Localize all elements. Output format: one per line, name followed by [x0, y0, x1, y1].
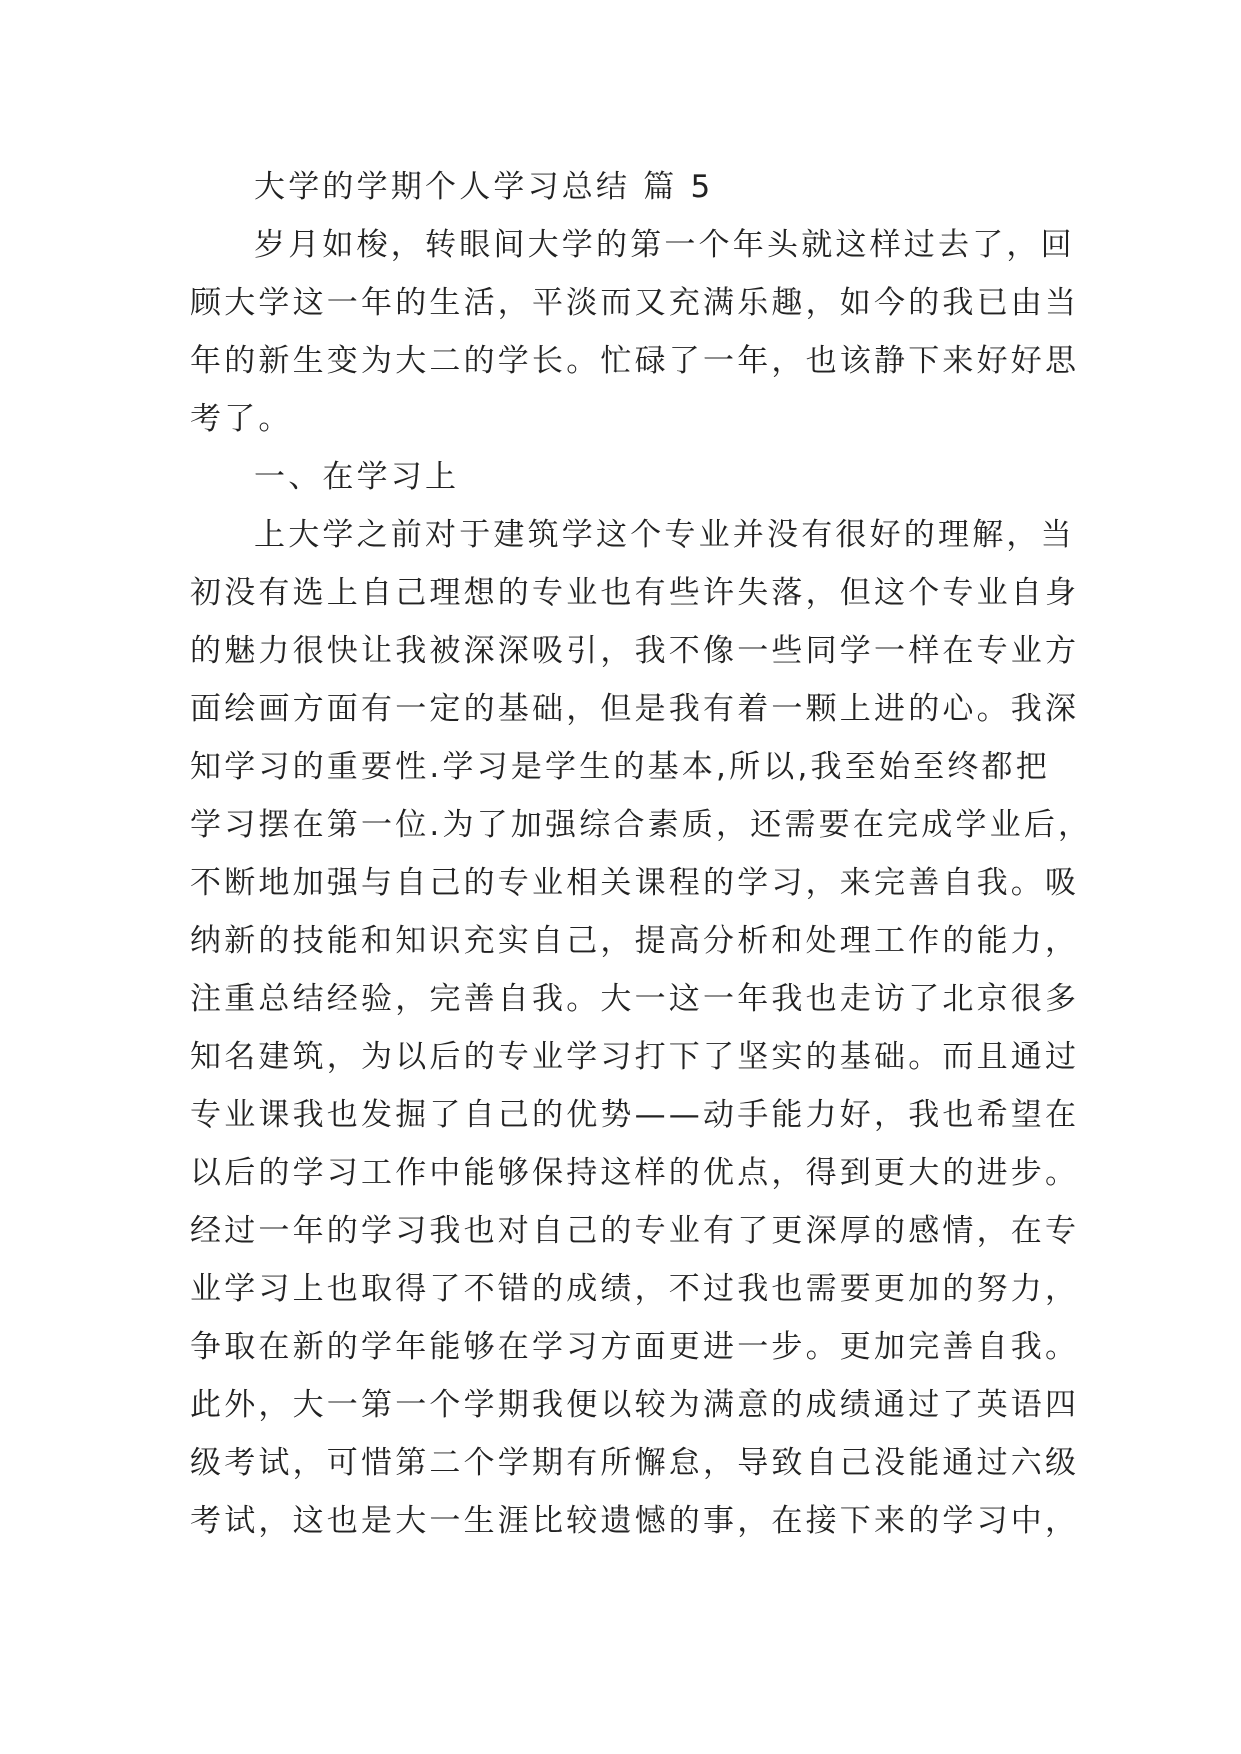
document-body — [190, 158, 1093, 1550]
paragraph-1-line-1: 岁月如梭，转眼间大学的第一个年头就这样过去了，回 — [254, 227, 1075, 263]
paragraph-1-line-2: 顾大学这一年的生活，平淡而又充满乐趣，如今的我已由当 — [190, 285, 1080, 321]
paragraph-2-line-7: 不断地加强与自己的专业相关课程的学习，来完善自我。吸 — [190, 865, 1080, 901]
section-heading: 一、在学习上 — [254, 459, 460, 495]
paragraph-2-line-17: 级考试，可惜第二个学期有所懈怠，导致自己没能通过六级 — [190, 1445, 1080, 1481]
paragraph-2-line-11: 专业课我也发掘了自己的优势——动手能力好，我也希望在 — [190, 1097, 1080, 1133]
paragraph-1-line-3: 年的新生变为大二的学长。忙碌了一年，也该静下来好好思 — [190, 343, 1080, 379]
paragraph-1-line-4: 考了。 — [190, 401, 293, 437]
paragraph-2-line-12: 以后的学习工作中能够保持这样的优点，得到更大的进步。 — [190, 1155, 1080, 1191]
paragraph-2-line-6: 学习摆在第一位.为了加强综合素质，还需要在完成学业后， — [190, 807, 1093, 843]
paragraph-2-line-18: 考试，这也是大一生涯比较遗憾的事，在接下来的学习中， — [190, 1503, 1080, 1539]
paragraph-2-line-1: 上大学之前对于建筑学这个专业并没有很好的理解，当 — [254, 517, 1075, 553]
paragraph-2-line-3: 的魅力很快让我被深深吸引，我不像一些同学一样在专业方 — [190, 633, 1080, 669]
paragraph-2-line-8: 纳新的技能和知识充实自己，提高分析和处理工作的能力， — [190, 923, 1080, 959]
paragraph-2-line-13: 经过一年的学习我也对自己的专业有了更深厚的感情，在专 — [190, 1213, 1080, 1249]
paragraph-2-line-10: 知名建筑，为以后的专业学习打下了坚实的基础。而且通过 — [190, 1039, 1080, 1075]
paragraph-2-line-15: 争取在新的学年能够在学习方面更进一步。更加完善自我。 — [190, 1329, 1080, 1365]
paragraph-2-line-2: 初没有选上自己理想的专业也有些许失落，但这个专业自身 — [190, 575, 1080, 611]
paragraph-2-line-4: 面绘画方面有一定的基础，但是我有着一颗上进的心。我深 — [190, 691, 1080, 727]
paragraph-2-line-14: 业学习上也取得了不错的成绩，不过我也需要更加的努力， — [190, 1271, 1080, 1307]
paragraph-2-line-16: 此外，大一第一个学期我便以较为满意的成绩通过了英语四 — [190, 1387, 1080, 1423]
paragraph-2-line-9: 注重总结经验，完善自我。大一这一年我也走访了北京很多 — [190, 981, 1080, 1017]
paragraph-2-line-5: 知学习的重要性.学习是学生的基本,所以,我至始至终都把 — [190, 749, 1050, 785]
document-title: 大学的学期个人学习总结 篇 5 — [254, 169, 714, 205]
